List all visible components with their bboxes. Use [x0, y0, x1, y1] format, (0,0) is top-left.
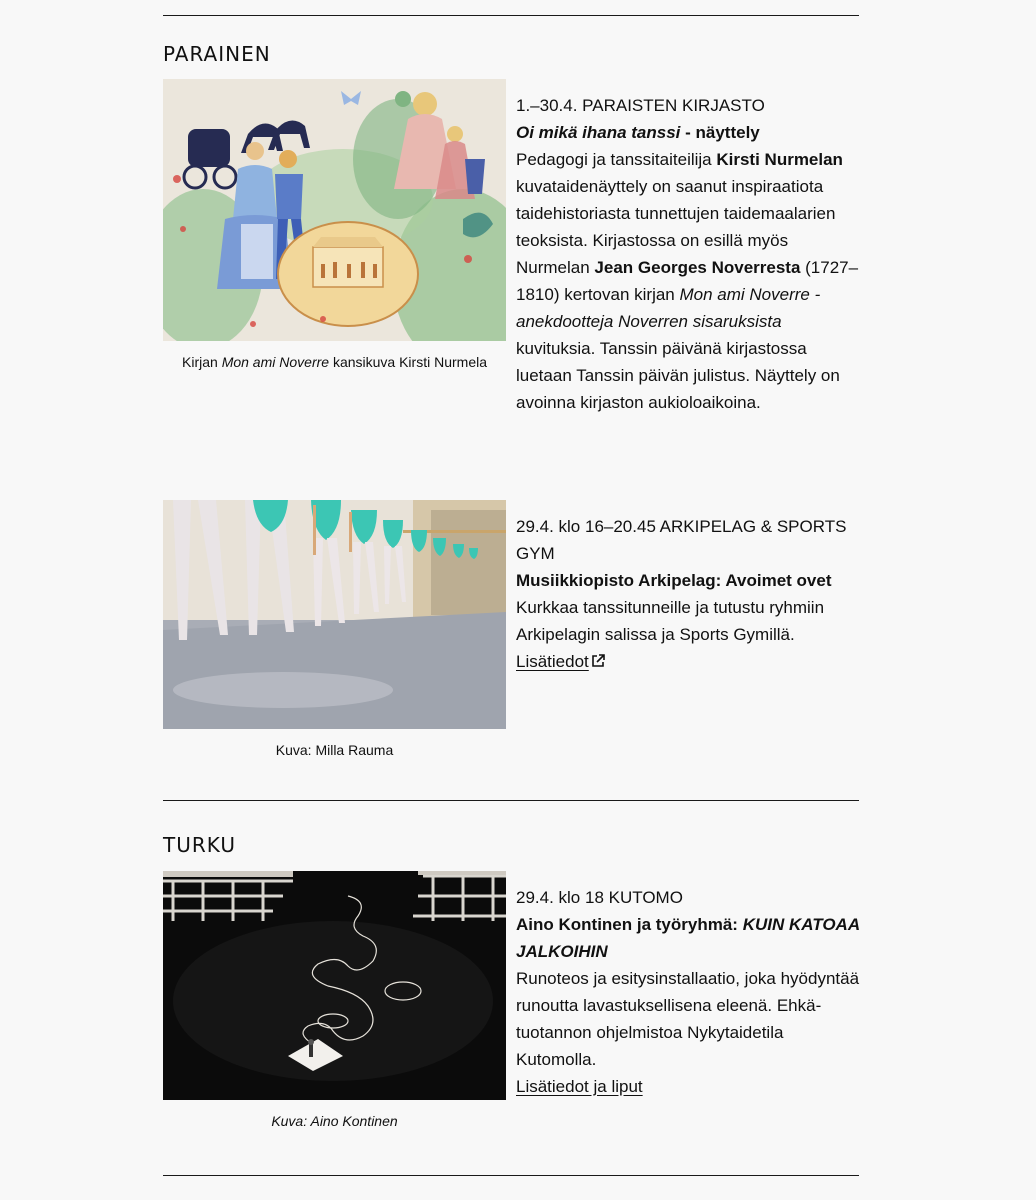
event-title: [516, 911, 861, 965]
event-details: [516, 884, 861, 1100]
event-image-ballet: [163, 500, 506, 729]
image-caption: [163, 354, 506, 370]
event-title: Musiikkiopisto Arkipelag: Avoimet ovet: [516, 571, 832, 590]
caption-credit: kansikuva Kirsti Nurmela: [329, 354, 487, 370]
watercolour-illustration: [163, 79, 506, 341]
city-heading-parainen: PARAINEN: [163, 42, 271, 66]
event-image-noverre: [163, 79, 506, 341]
section-divider: [163, 1175, 859, 1176]
image-caption: Kuva: Milla Rauma: [275, 742, 394, 758]
event-description: [516, 146, 861, 416]
image-caption: Kuva: Aino Kontinen: [271, 1113, 398, 1129]
tickets-link[interactable]: Lisätiedot ja liput: [516, 1077, 643, 1096]
book-title: Mon ami Noverre -anekdootteja Noverren sisaruksista: [516, 285, 821, 331]
description-part: Pedagogi ja tanssitaiteilija: [516, 150, 717, 169]
ballet-class-photo: [163, 500, 506, 729]
description-part: (1727–1810) kertovan kirjan: [516, 258, 859, 304]
section-divider: [163, 15, 859, 16]
event-details: [516, 92, 861, 416]
event-title-bold: Aino Kontinen ja työryhmä:: [516, 915, 743, 934]
stage-installation-photo: [163, 871, 506, 1100]
more-info-link[interactable]: Lisätiedot: [516, 652, 589, 671]
event-date-venue: 29.4. klo 16–20.45 ARKIPELAG & SPORTS GYM: [516, 517, 847, 563]
event-description: Runoteos ja esitysinstallaatio, joka hyödyntää runoutta lavastuksellisena eleenä. Ehkä-tuotannon ohjelmistoa Nykytaidetila Kutomolla.: [516, 969, 860, 1069]
event-title-italic: Oi mikä ihana tanssi: [516, 123, 681, 142]
event-date-venue: 29.4. klo 18 KUTOMO: [516, 888, 683, 907]
event-date-venue: 1.–30.4. PARAISTEN KIRJASTO: [516, 96, 765, 115]
description-part: kuvituksia. Tanssin päivänä kirjastossa luetaan Tanssin päivän julistus. Näyttely on avoinna kirjaston aukioloaikoina.: [516, 339, 840, 412]
event-link-row: [516, 1073, 861, 1100]
caption-book-title: Mon ami Noverre: [221, 354, 330, 370]
event-description: Kurkkaa tanssitunneille ja tutustu ryhmiin Arkipelagin salissa ja Sports Gymillä.: [516, 598, 825, 644]
event-image-kutomo: [163, 871, 506, 1100]
event-link-row: [516, 648, 861, 676]
subject-name: Jean Georges Noverresta: [594, 258, 801, 277]
city-heading-turku: TURKU: [163, 833, 236, 857]
caption-text: Kirjan: [182, 354, 222, 370]
artist-name: Kirsti Nurmelan: [716, 150, 843, 169]
event-title-suffix: - näyttely: [680, 123, 760, 142]
external-link-icon[interactable]: [591, 649, 605, 676]
section-divider: [163, 800, 859, 801]
event-title-bold-italic: KUIN KATOAA JALKOIHIN: [516, 915, 860, 961]
event-title: [516, 119, 861, 146]
event-details: [516, 513, 861, 676]
description-part: kuvataidenäyttely on saanut inspiraatiota taidehistoriasta tunnettujen taidemaalarien teoksista. Kirjastossa on esillä myös Nurmelan: [516, 177, 836, 277]
